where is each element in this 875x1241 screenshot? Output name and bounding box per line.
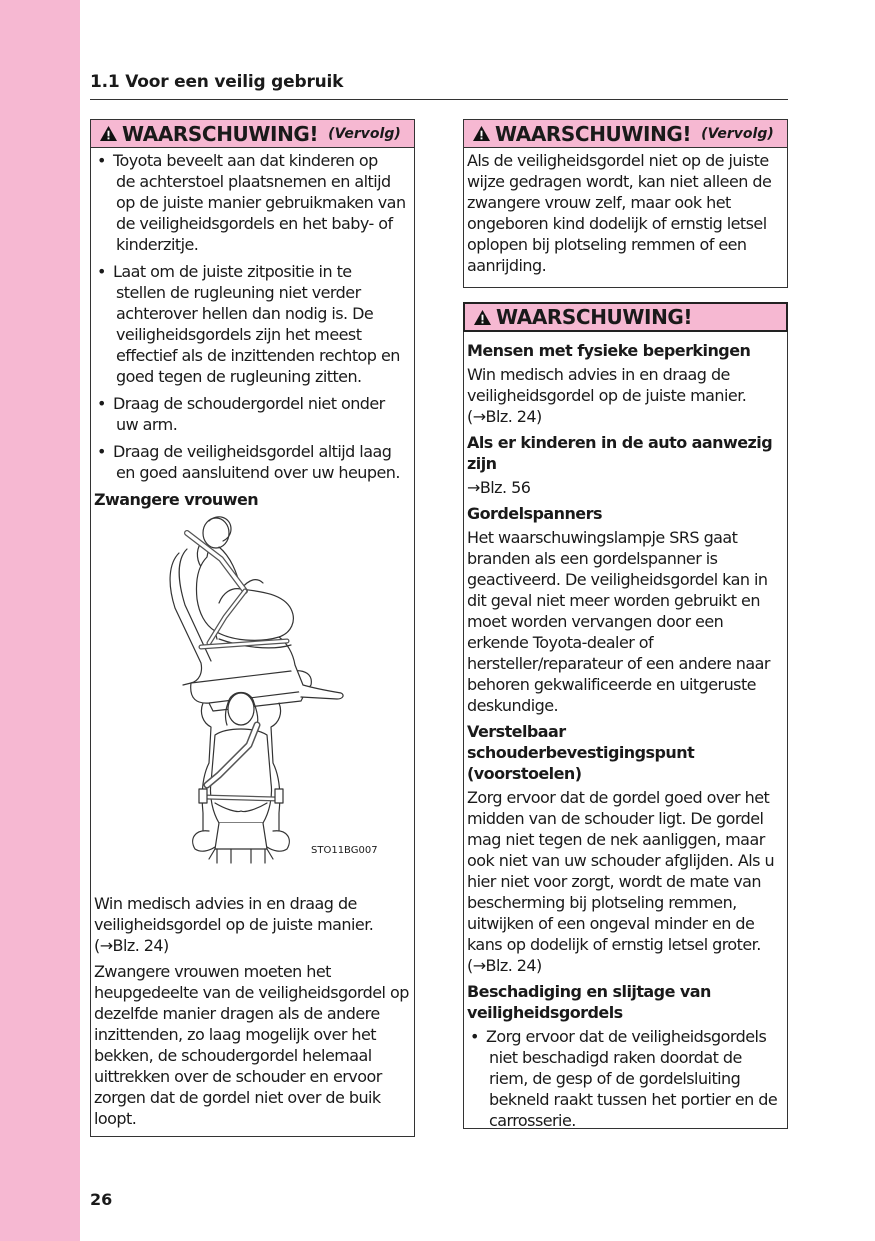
list-item: • Laat om de juiste zitpositie in te stellen de rugleuning niet verder achterover hellen dan nodig is. De veiligheidsgordels zijn het meest effectief als de inzittenden rechtop en goed tegen de rugleuning zitten. bbox=[94, 261, 410, 387]
text-adjustable-anchor: Zorg ervoor dat de gordel goed over het midden van de schouder ligt. De gordel mag niet tegen de nek aanliggen, maar ook niet van uw schouder afglijden. Als u hier niet voor zorgt, wordt de mate van bescherming bij plotseling remmen, uitwijken of een ongeval minder en de kans op dodelijk of ernstig letsel groter. (→Blz. 24) bbox=[467, 788, 775, 975]
heading-pretensioners: Gordelspanners bbox=[467, 504, 602, 523]
section-title: 1.1 Voor een veilig gebruik bbox=[90, 72, 344, 92]
warning-triangle-icon bbox=[473, 309, 492, 326]
page-number: 26 bbox=[90, 1190, 113, 1209]
list-item-text: uw arm. bbox=[116, 415, 178, 434]
heading-children-in-car: Als er kinderen in de auto aanwezig zijn bbox=[467, 433, 773, 473]
warning-title: WAARSCHUWING! bbox=[495, 121, 692, 146]
title-divider bbox=[90, 99, 788, 100]
list-item: • Zorg ervoor dat de veiligheidsgordels niet beschadigd raken doordat de riem, de gesp of de gordelsluiting bekneld raakt tussen het portier en de carrosserie. bbox=[467, 1026, 783, 1131]
list-item-text: stellen de rugleuning niet verder achterover hellen dan nodig is. De veiligheidsgordels zijn het meest effectief als de inzittenden rechtop en goed tegen de rugleuning zitten. bbox=[116, 283, 400, 386]
warning-header bbox=[463, 302, 788, 332]
side-color-strip bbox=[0, 0, 80, 1241]
seatbelt-illustration bbox=[91, 513, 416, 888]
subheading-pregnant-women: Zwangere vrouwen bbox=[94, 490, 259, 509]
pregnant-paragraph-2: Zwangere vrouwen moeten het heupgedeelte van de veiligheidsgordel op dezelfde manier dragen als de andere inzittenden, zo laag mogelijk over het bekken, de schoudergordel helemaal uittrekken over de schouder en ervoor zorgen dat de gordel niet over de buik loopt. bbox=[94, 962, 409, 1128]
warning-triangle-icon bbox=[99, 125, 118, 142]
list-item: • Toyota beveelt aan dat kinderen op de achterstoel plaatsnemen en altijd op de juiste manier gebruikmaken van de veiligheidsgordels en het baby- of kinderzitje. bbox=[94, 150, 410, 255]
heading-adjustable-anchor: Verstelbaar schouderbevestigingspunt (voorstoelen) bbox=[467, 722, 695, 783]
list-item-first-line: Draag de schoudergordel niet onder bbox=[113, 394, 385, 413]
continued-label: (Vervolg) bbox=[701, 125, 774, 142]
heading-damage-wear: Beschadiging en slijtage van veiligheidsgordels bbox=[467, 982, 711, 1022]
list-item-first-line: Zorg ervoor dat de veiligheidsgordels bbox=[486, 1027, 767, 1046]
text-children-in-car: →Blz. 56 bbox=[467, 478, 531, 497]
warning-header bbox=[464, 120, 787, 148]
warning-triangle-icon bbox=[472, 125, 491, 142]
pregnancy-warning-text: Als de veiligheidsgordel niet op de juiste wijze gedragen wordt, kan niet alleen de zwangere vrouw zelf, maar ook het ongeboren kind dodelijk of ernstig letsel oplopen bij plotseling remmen of een aanrijding. bbox=[467, 151, 772, 275]
continued-label: (Vervolg) bbox=[328, 125, 401, 142]
list-item: • Draag de schoudergordel niet onder uw arm. bbox=[94, 393, 410, 435]
pregnant-woman-illustration bbox=[91, 513, 414, 888]
warning-title: WAARSCHUWING! bbox=[122, 121, 319, 146]
illustration-code: STO11BG007 bbox=[311, 845, 378, 856]
list-item: • Draag de veiligheidsgordel altijd laag en goed aansluitend over uw heupen. bbox=[94, 441, 410, 483]
list-item-first-line: Draag de veiligheidsgordel altijd laag bbox=[113, 442, 392, 461]
warning-header bbox=[91, 120, 414, 148]
text-pretensioners: Het waarschuwingslampje SRS gaat branden als een gordelspanner is geactiveerd. De veiligheidsgordel kan in dit geval niet meer worden gebruikt en moet worden vervangen door een erkende Toyota-dealer of hersteller/reparateur of een andere naar behoren gekwalificeerde en uitgeruste deskundige. bbox=[467, 528, 770, 715]
heading-physical-limitations: Mensen met fysieke beperkingen bbox=[467, 341, 751, 360]
right-top-warning-box bbox=[463, 119, 788, 288]
list-item-text: de achterstoel plaatsnemen en altijd op de juiste manier gebruikmaken van de veiligheidsgordels en het baby- of kinderzitje. bbox=[116, 172, 406, 254]
left-warning-box bbox=[90, 119, 415, 1137]
list-item-text: niet beschadigd raken doordat de riem, de gesp of de gordelsluiting bekneld raakt tussen het portier en de carrosserie. bbox=[489, 1048, 778, 1130]
text-physical-limitations: Win medisch advies in en draag de veiligheidsgordel op de juiste manier. (→Blz. 24) bbox=[467, 365, 747, 426]
right-warning-box bbox=[463, 302, 788, 1129]
list-item-first-line: Toyota beveelt aan dat kinderen op bbox=[113, 151, 378, 170]
pregnant-paragraph-1: Win medisch advies in en draag de veiligheidsgordel op de juiste manier. (→Blz. 24) bbox=[94, 894, 374, 955]
warning-title: WAARSCHUWING! bbox=[496, 305, 693, 329]
list-item-first-line: Laat om de juiste zitpositie in te bbox=[113, 262, 352, 281]
list-item-text: en goed aansluitend over uw heupen. bbox=[116, 463, 400, 482]
